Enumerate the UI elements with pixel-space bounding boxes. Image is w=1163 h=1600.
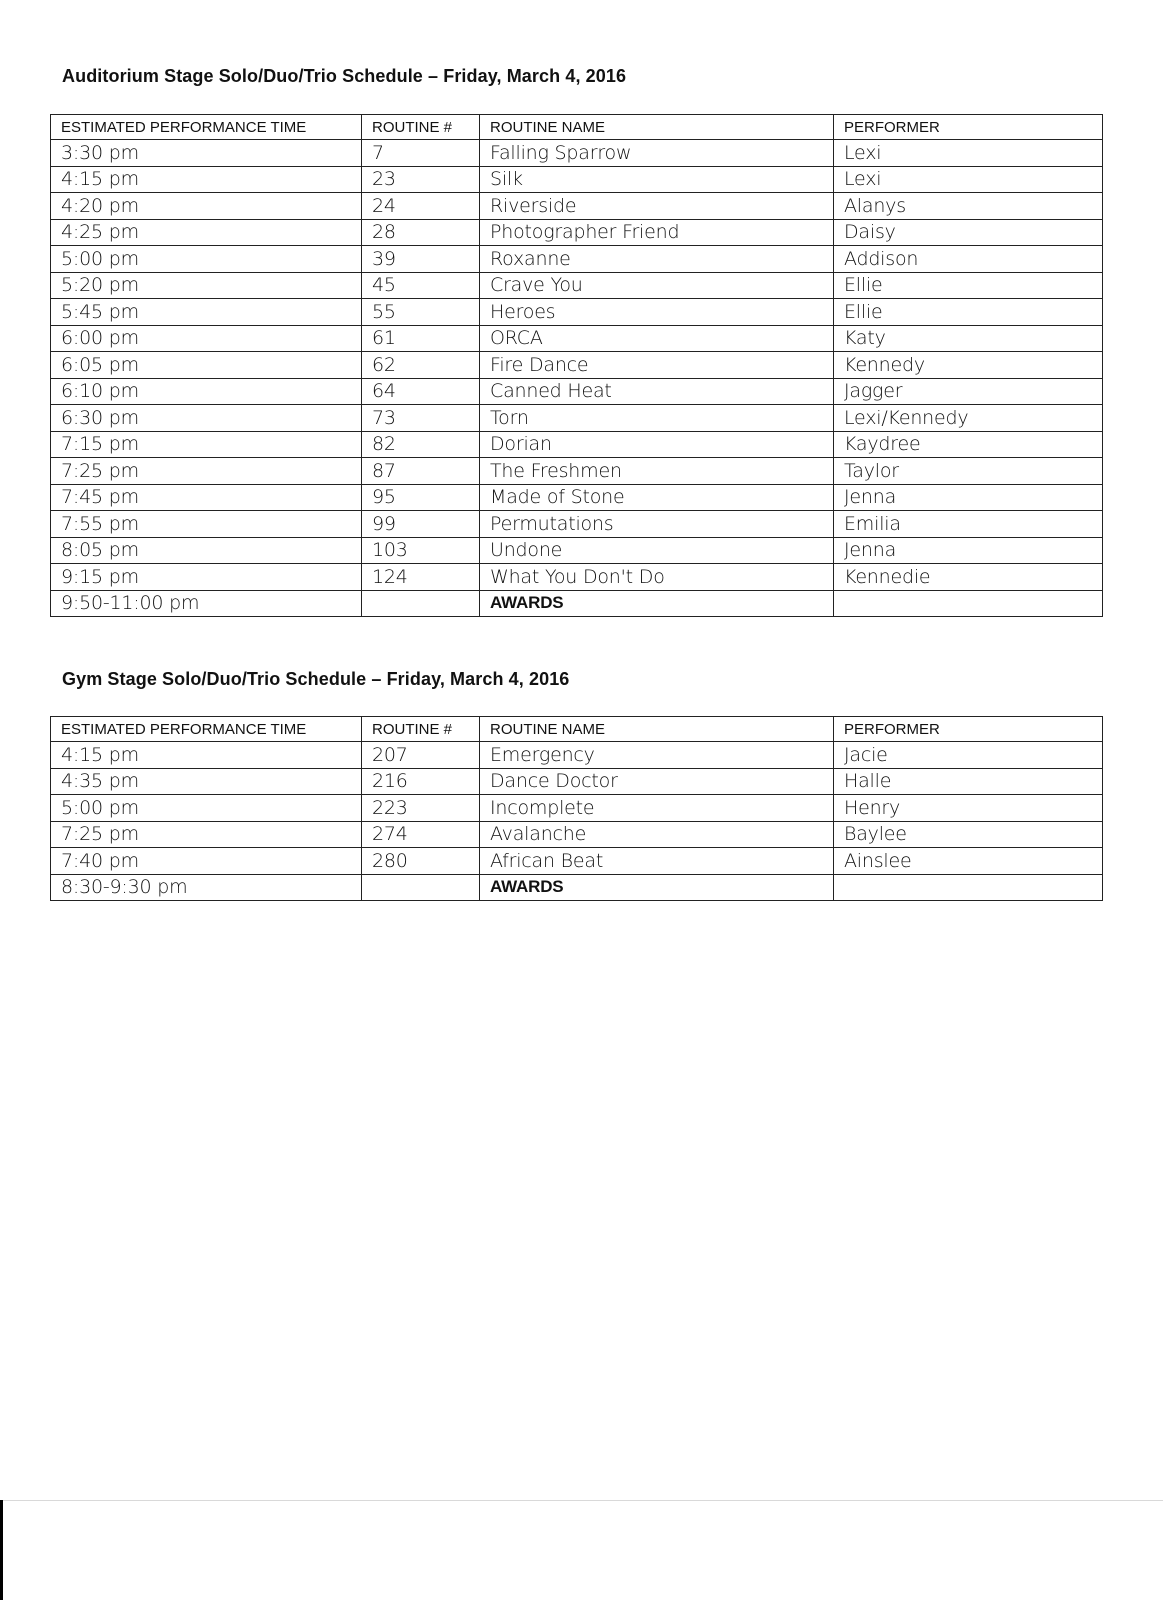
cell-performer: Jenna xyxy=(834,537,1103,564)
cell-routine-number: 280 xyxy=(362,848,480,875)
cell-time: 7:15 pm xyxy=(51,431,362,458)
cell-performer: Alanys xyxy=(834,193,1103,220)
cell-routine-name: Permutations xyxy=(480,511,834,538)
table-row xyxy=(51,768,1103,795)
cell-routine-name: Torn xyxy=(480,405,834,432)
cell-routine-number: 62 xyxy=(362,352,480,379)
cell-performer: Halle xyxy=(834,768,1103,795)
table-row xyxy=(51,511,1103,538)
header-performer: PERFORMER xyxy=(834,115,1103,140)
table-row xyxy=(51,458,1103,485)
cell-performer: Baylee xyxy=(834,821,1103,848)
cell-performer: Kennedy xyxy=(834,352,1103,379)
table-header-row xyxy=(51,717,1103,742)
cell-routine-number: 64 xyxy=(362,378,480,405)
cell-performer: Ellie xyxy=(834,272,1103,299)
header-routine-number: ROUTINE # xyxy=(362,115,480,140)
cell-routine-number xyxy=(362,874,480,901)
cell-performer: Addison xyxy=(834,246,1103,273)
table-row xyxy=(51,246,1103,273)
cell-routine-number xyxy=(362,590,480,617)
auditorium-schedule-table xyxy=(50,114,1103,617)
cell-routine-name: Canned Heat xyxy=(480,378,834,405)
header-performer: PERFORMER xyxy=(834,717,1103,742)
table-row xyxy=(51,272,1103,299)
cell-performer: Taylor xyxy=(834,458,1103,485)
cell-routine-number: 39 xyxy=(362,246,480,273)
cell-routine-name: Dance Doctor xyxy=(480,768,834,795)
cell-time: 6:00 pm xyxy=(51,325,362,352)
cell-performer: Jacie xyxy=(834,742,1103,769)
cell-performer: Kaydree xyxy=(834,431,1103,458)
cell-routine-name: ORCA xyxy=(480,325,834,352)
cell-routine-number: 45 xyxy=(362,272,480,299)
cell-time: 7:40 pm xyxy=(51,848,362,875)
cell-time: 5:45 pm xyxy=(51,299,362,326)
header-routine-number: ROUTINE # xyxy=(362,717,480,742)
cell-routine-number: 87 xyxy=(362,458,480,485)
cell-performer: Katy xyxy=(834,325,1103,352)
table-row xyxy=(51,140,1103,167)
scan-artifact-edge xyxy=(0,1500,3,1600)
cell-routine-name: Riverside xyxy=(480,193,834,220)
cell-routine-name: Emergency xyxy=(480,742,834,769)
cell-routine-name: Avalanche xyxy=(480,821,834,848)
cell-routine-number: 55 xyxy=(362,299,480,326)
cell-time: 7:55 pm xyxy=(51,511,362,538)
table-header-row xyxy=(51,115,1103,140)
table-row xyxy=(51,193,1103,220)
cell-performer: Kennedie xyxy=(834,564,1103,591)
cell-routine-number: 7 xyxy=(362,140,480,167)
cell-time: 7:25 pm xyxy=(51,458,362,485)
cell-time: 7:25 pm xyxy=(51,821,362,848)
table-row-awards xyxy=(51,590,1103,617)
cell-performer xyxy=(834,590,1103,617)
header-routine-name: ROUTINE NAME xyxy=(480,115,834,140)
table-row xyxy=(51,484,1103,511)
table-row xyxy=(51,378,1103,405)
cell-routine-name: Made of Stone xyxy=(480,484,834,511)
gym-schedule-title: Gym Stage Solo/Duo/Trio Schedule – Friday, March 4, 2016 xyxy=(62,669,570,689)
cell-time: 9:50-11:00 pm xyxy=(51,590,362,617)
cell-time: 4:25 pm xyxy=(51,219,362,246)
table-row xyxy=(51,431,1103,458)
cell-time: 6:05 pm xyxy=(51,352,362,379)
table-row-awards xyxy=(51,874,1103,901)
cell-performer: Ainslee xyxy=(834,848,1103,875)
cell-performer: Ellie xyxy=(834,299,1103,326)
table-row xyxy=(51,352,1103,379)
cell-routine-number: 24 xyxy=(362,193,480,220)
cell-performer: Lexi/Kennedy xyxy=(834,405,1103,432)
scan-artifact-line xyxy=(0,1500,1163,1501)
table-row xyxy=(51,848,1103,875)
cell-routine-number: 23 xyxy=(362,166,480,193)
cell-routine-number: 223 xyxy=(362,795,480,822)
table-row xyxy=(51,219,1103,246)
cell-routine-name: Silk xyxy=(480,166,834,193)
cell-routine-number: 73 xyxy=(362,405,480,432)
cell-routine-number: 61 xyxy=(362,325,480,352)
cell-performer: Daisy xyxy=(834,219,1103,246)
cell-routine-name: Dorian xyxy=(480,431,834,458)
cell-time: 4:15 pm xyxy=(51,166,362,193)
cell-routine-number: 28 xyxy=(362,219,480,246)
cell-performer: Jagger xyxy=(834,378,1103,405)
header-routine-name: ROUTINE NAME xyxy=(480,717,834,742)
cell-performer xyxy=(834,874,1103,901)
cell-time: 4:35 pm xyxy=(51,768,362,795)
cell-performer: Henry xyxy=(834,795,1103,822)
table-row xyxy=(51,325,1103,352)
cell-time: 9:15 pm xyxy=(51,564,362,591)
cell-time: 4:15 pm xyxy=(51,742,362,769)
table-row xyxy=(51,795,1103,822)
cell-performer: Lexi xyxy=(834,140,1103,167)
cell-routine-name: AWARDS xyxy=(480,874,834,901)
cell-time: 5:20 pm xyxy=(51,272,362,299)
auditorium-schedule-title: Auditorium Stage Solo/Duo/Trio Schedule – Friday, March 4, 2016 xyxy=(62,66,627,86)
table-row xyxy=(51,166,1103,193)
cell-routine-number: 216 xyxy=(362,768,480,795)
cell-time: 5:00 pm xyxy=(51,795,362,822)
cell-time: 8:05 pm xyxy=(51,537,362,564)
cell-routine-name: Photographer Friend xyxy=(480,219,834,246)
cell-routine-name: What You Don't Do xyxy=(480,564,834,591)
cell-performer: Lexi xyxy=(834,166,1103,193)
cell-performer: Emilia xyxy=(834,511,1103,538)
cell-routine-name: Fire Dance xyxy=(480,352,834,379)
header-time: ESTIMATED PERFORMANCE TIME xyxy=(51,717,362,742)
cell-time: 8:30-9:30 pm xyxy=(51,874,362,901)
table-row xyxy=(51,299,1103,326)
table-row xyxy=(51,537,1103,564)
cell-routine-name: Undone xyxy=(480,537,834,564)
cell-time: 5:00 pm xyxy=(51,246,362,273)
table-row xyxy=(51,821,1103,848)
cell-time: 6:30 pm xyxy=(51,405,362,432)
cell-routine-number: 99 xyxy=(362,511,480,538)
cell-routine-name: Crave You xyxy=(480,272,834,299)
table-row xyxy=(51,742,1103,769)
cell-routine-number: 124 xyxy=(362,564,480,591)
cell-routine-name: African Beat xyxy=(480,848,834,875)
cell-routine-number: 274 xyxy=(362,821,480,848)
table-row xyxy=(51,405,1103,432)
cell-performer: Jenna xyxy=(834,484,1103,511)
cell-routine-name: Heroes xyxy=(480,299,834,326)
cell-routine-name: Falling Sparrow xyxy=(480,140,834,167)
table-row xyxy=(51,564,1103,591)
cell-routine-name: AWARDS xyxy=(480,590,834,617)
cell-time: 4:20 pm xyxy=(51,193,362,220)
cell-routine-number: 207 xyxy=(362,742,480,769)
cell-routine-number: 82 xyxy=(362,431,480,458)
cell-routine-number: 95 xyxy=(362,484,480,511)
cell-routine-number: 103 xyxy=(362,537,480,564)
cell-time: 3:30 pm xyxy=(51,140,362,167)
cell-time: 6:10 pm xyxy=(51,378,362,405)
header-time: ESTIMATED PERFORMANCE TIME xyxy=(51,115,362,140)
cell-routine-name: Roxanne xyxy=(480,246,834,273)
cell-time: 7:45 pm xyxy=(51,484,362,511)
cell-routine-name: The Freshmen xyxy=(480,458,834,485)
gym-schedule-table xyxy=(50,716,1103,901)
cell-routine-name: Incomplete xyxy=(480,795,834,822)
